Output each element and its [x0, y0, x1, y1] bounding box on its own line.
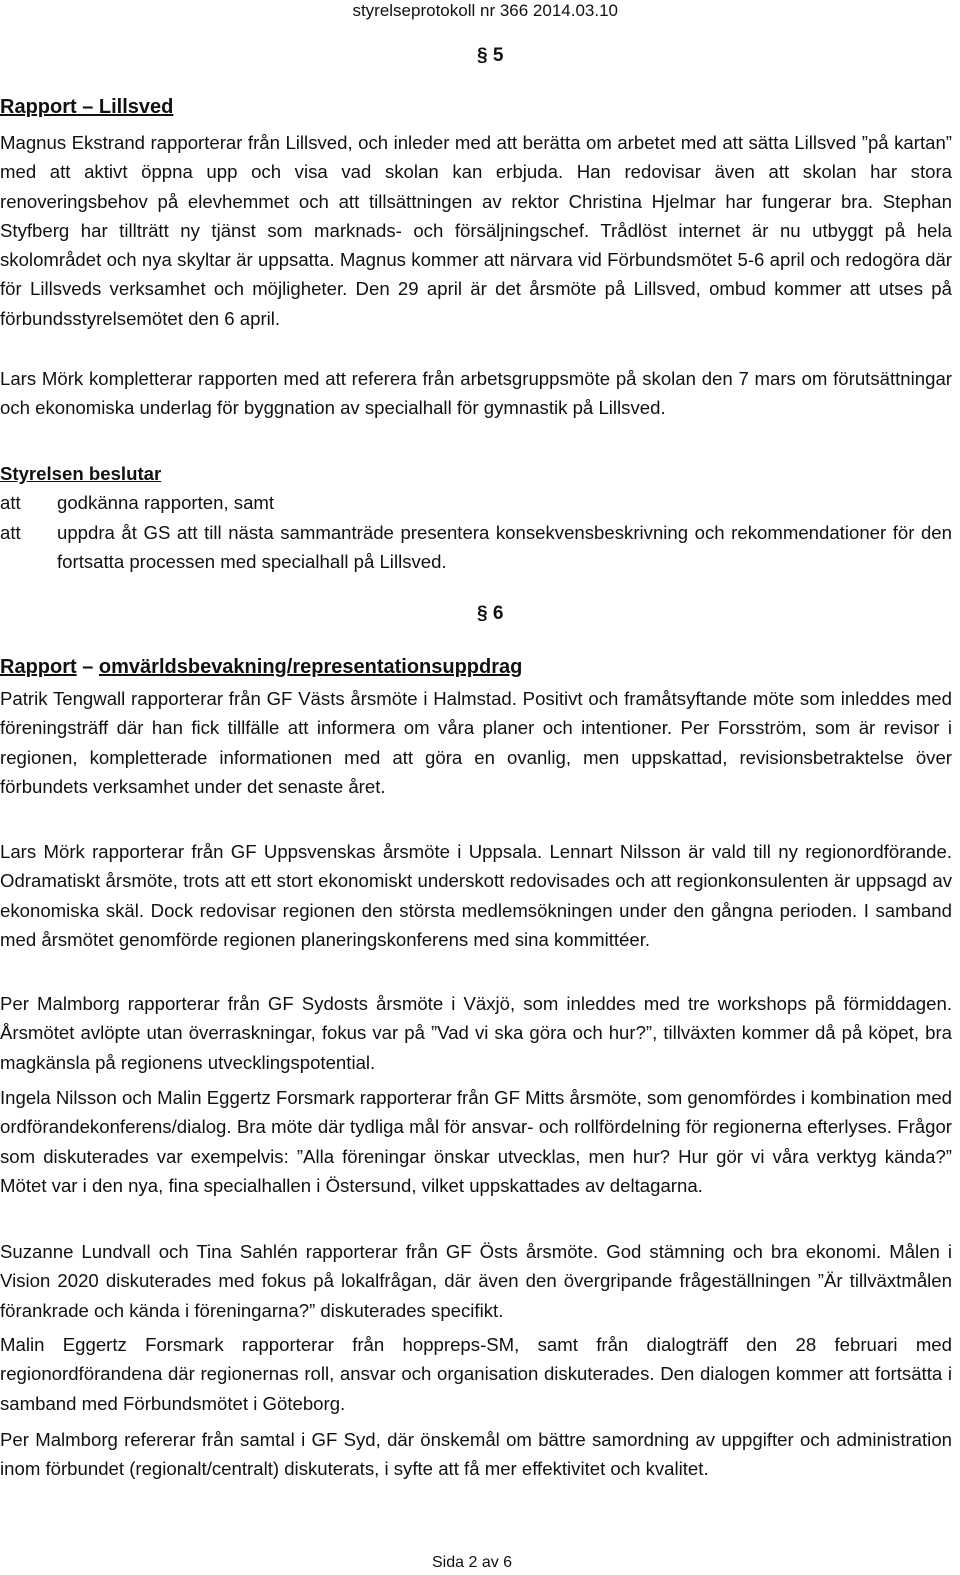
section-5-paragraph-2: Lars Mörk kompletterar rapporten med att referera från arbetsgruppsmöte på skolan den 7 mars om förutsättningar och ekonomiska underlag för byggnation av specialhall för gymnastik på Lillsved.	[0, 368, 952, 419]
section-6-paragraph-5: Suzanne Lundvall och Tina Sahlén rapporterar från GF Östs årsmöte. God stämning och bra ekonomi. Målen i Vision 2020 diskuterades med fokus på lokalfrågan, där även den övergripande frågeställningen ”Är tillväxtmålen förankrade och kända i föreningarna?” diskuterades specifikt.	[0, 1241, 952, 1321]
section-5-paragraph-1: Magnus Ekstrand rapporterar från Lillsved, och inleder med att berätta om arbetet med att sätta Lillsved ”på kartan” med att aktivt öppna upp och visa vad skolan kan erbjuda. Han redovisar även att skolan har stora renoveringsbehov på elevhemmet och att tillsättningen av rektor Christina Hjelmar har fungerar bra. Stephan Styfberg har tillträtt ny tjänst som marknads- och försäljningschef. Trådlöst internet är nu utbyggt på hela skolområdet och nya skyltar är uppsatta. Magnus kommer att närvara vid Förbundsmötet 5-6 april och redogöra där för Lillsveds verksamhet och möjligheter. Den 29 april är det årsmöte på Lillsved, ombud kommer att utses på förbundsstyrelsemötet den 6 april.	[0, 132, 952, 329]
section-5-number: § 5	[477, 45, 504, 66]
section-6-paragraph-7: Per Malmborg refererar från samtal i GF Syd, där önskemål om bättre samordning av uppgifter och administration inom förbundet (regionalt/centralt) diskuterats, i syfte att få mer effektivitet och kvalitet.	[0, 1429, 952, 1480]
decision-item-text: uppdra åt GS att till nästa sammanträde presentera konsekvensbeskrivning och rekommendationer för den fortsatta processen med specialhall på Lillsved.	[57, 522, 952, 573]
section-6-number: § 6	[477, 603, 504, 624]
section-5-heading: Rapport – Lillsved	[0, 96, 174, 118]
section-6-heading	[0, 655, 522, 679]
section-6-heading-dash: –	[76, 656, 99, 678]
decision-att-label: att	[0, 522, 21, 543]
decision-item-2	[0, 518, 952, 578]
section-6-paragraph-2: Lars Mörk rapporterar från GF Uppsvenskas årsmöte i Uppsala. Lennart Nilsson är vald till ny regionordförande. Odramatiskt årsmöte, trots att ett stort ekonomiskt underskott redovisades och att regionkonsulenten är uppsagd av ekonomiska skäl. Dock redovisar regionen den största medlemsökningen under den gångna perioden. I samband med årsmötet genomförde regionen planeringskonferens med sina kommittéer.	[0, 841, 952, 950]
decision-att-label: att	[0, 492, 21, 513]
section-6-heading-suffix: omvärldsbevakning/representationsuppdrag	[98, 656, 523, 678]
decision-heading: Styrelsen beslutar	[0, 463, 162, 484]
section-6-paragraph-3: Per Malmborg rapporterar från GF Sydosts årsmöte i Växjö, som inleddes med tre workshops på förmiddagen. Årsmötet avlöpte utan överraskningar, fokus var på ”Vad vi ska göra och hur?”, tillväxten kommer då på köpet, bra magkänsla på regionens utvecklingspotential.	[0, 993, 952, 1073]
section-6-paragraph-4: Ingela Nilsson och Malin Eggertz Forsmark rapporterar från GF Mitts årsmöte, som genomfördes i kombination med ordförandekonferens/dialog. Bra möte där tydliga mål för ansvar- och rollfördelning för regionerna efterlyses. Frågor som diskuterades var exempelvis: ”Alla föreningar önskar utvecklas, men hur? Hur gör vi våra verktyg kända?” Mötet var i den nya, fina specialhallen i Östersund, vilket uppskattades av deltagarna.	[0, 1087, 952, 1196]
protocol-header: styrelseprotokoll nr 366 2014.03.10	[352, 1, 618, 20]
page-number: Sida 2 av 6	[432, 1554, 513, 1571]
section-6-paragraph-1: Patrik Tengwall rapporterar från GF Västs årsmöte i Halmstad. Positivt och framåtsyftande möte som inleddes med föreningsträff där han fick tillfälle att informera om våra planer och intentioner. Per Forsström, som är revisor i regionen, kompletterade informationen med att göra en ovanlig, men uppskattad, revisionsbetraktelse över förbundets verksamhet under det senaste året.	[0, 688, 952, 797]
decision-item-1	[0, 488, 952, 518]
decision-item-text: godkänna rapporten, samt	[57, 492, 275, 513]
section-6-heading-prefix: Rapport	[0, 656, 77, 678]
section-6-paragraph-6: Malin Eggertz Forsmark rapporterar från hoppreps-SM, samt från dialogträff den 28 februari med regionordförandena där regionernas roll, ansvar och organisation diskuterades. Den dialogen kommer att fortsätta i samband med Förbundsmötet i Göteborg.	[0, 1334, 952, 1414]
